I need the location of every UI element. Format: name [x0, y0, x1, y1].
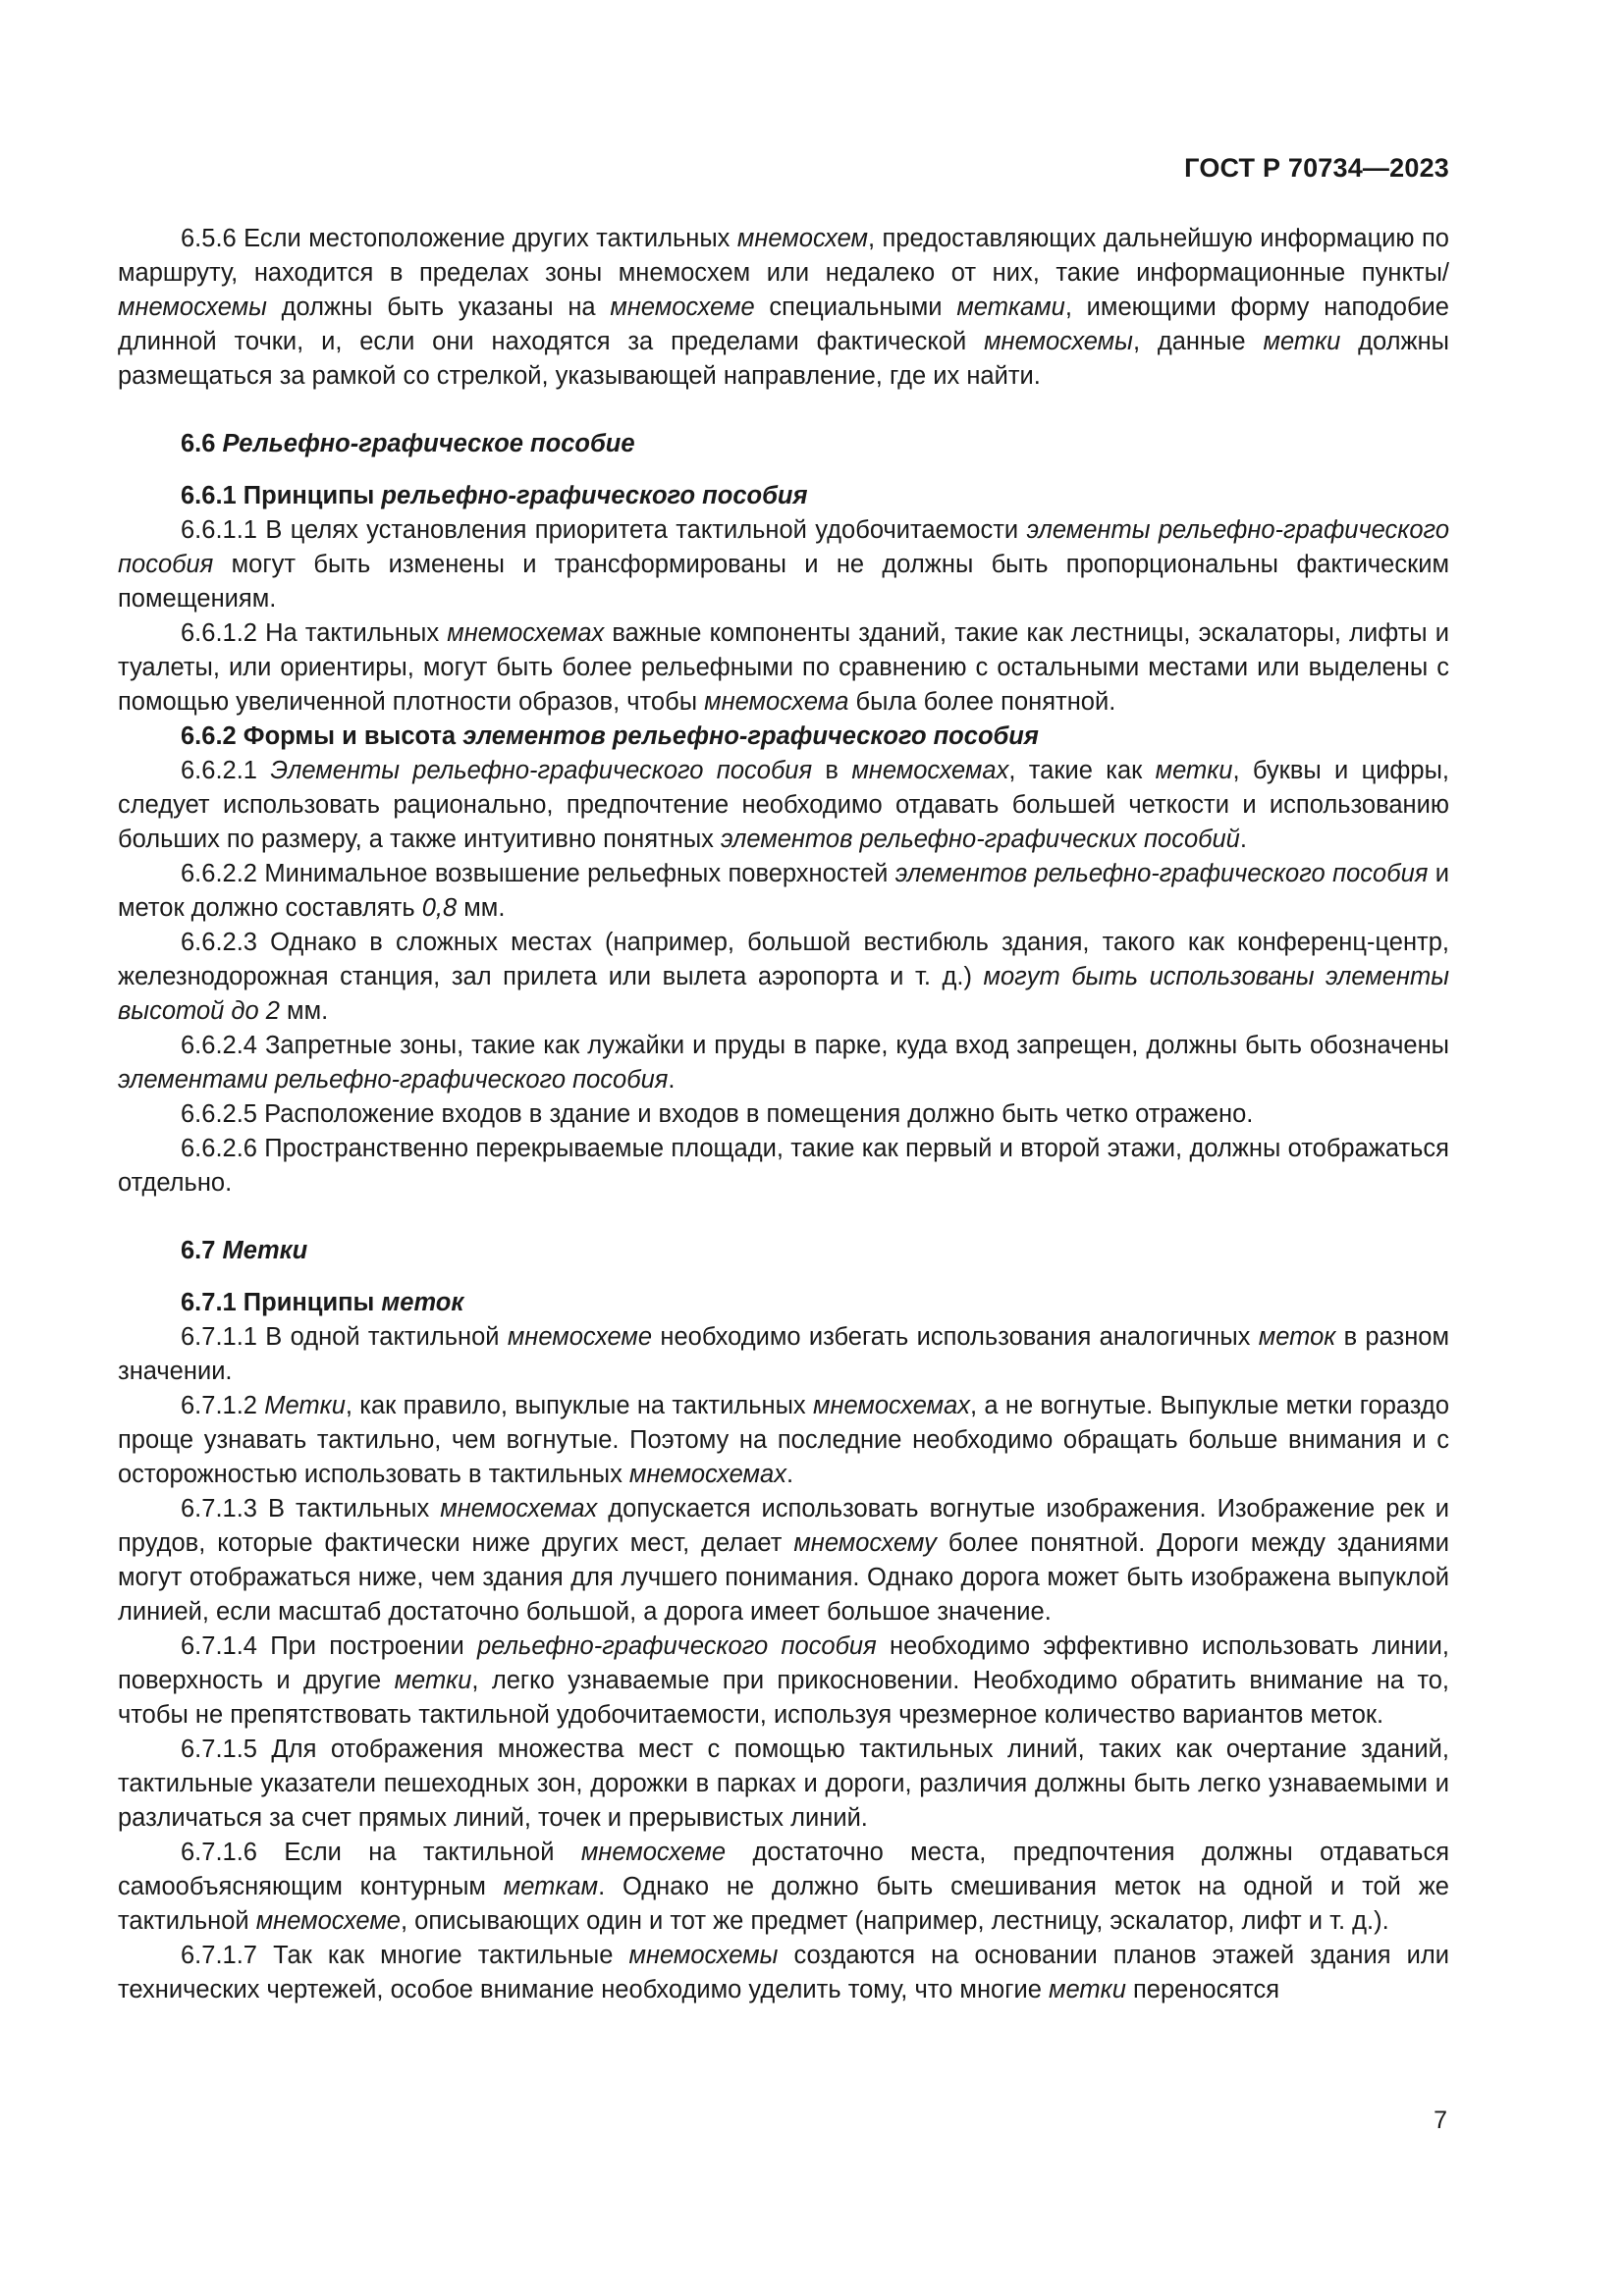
paragraph-6-6-2-6: 6.6.2.6 Пространственно перекрываемые площади, такие как первый и второй этажи, должны отображаться отдельно.	[118, 1135, 1449, 1197]
paragraph-6-6-1-1: 6.6.1.1 В целях установления приоритета тактильной удобочитаемости элементы рельефно-графического пособия могут быть изменены и трансформированы и не должны быть пропорциональны фактическим помещениям.	[118, 516, 1449, 613]
page-number: 7	[1434, 2107, 1447, 2134]
paragraph-6-6-2-4: 6.6.2.4 Запретные зоны, такие как лужайки и пруды в парке, куда вход запрещен, должны быть обозначены элементами рельефно-графического пособия.	[118, 1032, 1449, 1094]
paragraph-6-6-2-3: 6.6.2.3 Однако в сложных местах (например, большой вестибюль здания, такого как конференц-центр, железнодорожная станция, зал прилета или вылета аэропорта и т. д.) могут быть использованы элементы высотой до 2 мм.	[118, 929, 1449, 1025]
document-body	[118, 222, 1449, 2007]
paragraph-6-6-1-2: 6.6.1.2 На тактильных мнемосхемах важные компоненты зданий, такие как лестницы, эскалаторы, лифты и туалеты, или ориентиры, могут быть более рельефными по сравнению с остальными местами или выделены с помощью увеличенной плотности образов, чтобы мнемосхема была более понятной.	[118, 619, 1449, 716]
paragraph-6-7-1-4: 6.7.1.4 При построении рельефно-графического пособия необходимо эффективно использовать линии, поверхность и другие метки, легко узнаваемые при прикосновении. Необходимо обратить внимание на то, чтобы не препятствовать тактильной удобочитаемости, используя чрезмерное количество вариантов меток.	[118, 1632, 1449, 1729]
paragraph-6-7-1-7: 6.7.1.7 Так как многие тактильные мнемосхемы создаются на основании планов этажей здания или технических чертежей, особое внимание необходимо уделить тому, что многие метки переносятся	[118, 1942, 1449, 2003]
paragraph-6-6-2-1: 6.6.2.1 Элементы рельефно-графического пособия в мнемосхемах, такие как метки, буквы и цифры, следует использовать рационально, предпочтение необходимо отдавать большей четкости и использованию больших по размеру, а также интуитивно понятных элементов рельефно-графических пособий.	[118, 757, 1450, 853]
paragraph-6-7-1-1: 6.7.1.1 В одной тактильной мнемосхеме необходимо избегать использования аналогичных меток в разном значении.	[118, 1323, 1450, 1385]
section-heading-6-7: 6.7 Метки	[181, 1237, 308, 1264]
paragraph-6-6-2-2: 6.6.2.2 Минимальное возвышение рельефных поверхностей элементов рельефно-графического пособия и меток должно составлять 0,8 мм.	[118, 860, 1449, 922]
section-heading-6-6: 6.6 Рельефно-графическое пособие	[181, 430, 635, 457]
subsection-heading-6-6-2: 6.6.2 Формы и высота элементов рельефно-графического пособия	[181, 722, 1039, 750]
paragraph-6-7-1-3: 6.7.1.3 В тактильных мнемосхемах допускается использовать вогнутые изображения. Изображение рек и прудов, которые фактически ниже других мест, делает мнемосхему более понятной. Дороги между зданиями могут отображаться ниже, чем здания для лучшего понимания. Однако дорога может быть изображена выпуклой линией, если масштаб достаточно большой, а дорога имеет большое значение.	[118, 1495, 1449, 1626]
paragraph-6-5-6: 6.5.6 Если местоположение других тактильных мнемосхем, предоставляющих дальнейшую информацию по маршруту, находится в пределах зоны мнемосхем или недалеко от них, такие информационные пункты/мнемосхемы должны быть указаны на мнемосхеме специальными метками, имеющими форму наподобие длинной точки, и, если они находятся за пределами фактической мнемосхемы, данные метки должны размещаться за рамкой со стрелкой, указывающей направление, где их найти.	[118, 225, 1450, 390]
paragraph-6-7-1-6: 6.7.1.6 Если на тактильной мнемосхеме достаточно места, предпочтения должны отдаваться самообъясняющим контурным меткам. Однако не должно быть смешивания меток на одной и той же тактильной мнемосхеме, описывающих один и тот же предмет (например, лестницу, эскалатор, лифт и т. д.).	[118, 1839, 1449, 1935]
paragraph-6-6-2-5: 6.6.2.5 Расположение входов в здание и входов в помещения должно быть четко отражено.	[181, 1100, 1254, 1128]
paragraph-6-7-1-2: 6.7.1.2 Метки, как правило, выпуклые на тактильных мнемосхемах, а не вогнутые. Выпуклые метки гораздо проще узнавать тактильно, чем вогнутые. Поэтому на последние необходимо обращать больше внимания и с осторожностью использовать в тактильных мнемосхемах.	[118, 1392, 1449, 1488]
document-code-header: ГОСТ Р 70734—2023	[1184, 153, 1449, 183]
subsection-heading-6-6-1: 6.6.1 Принципы рельефно-графического пособия	[181, 482, 808, 509]
subsection-heading-6-7-1: 6.7.1 Принципы меток	[181, 1289, 464, 1316]
paragraph-6-7-1-5: 6.7.1.5 Для отображения множества мест с помощью тактильных линий, таких как очертание зданий, тактильные указатели пешеходных зон, дорожки в парках и дороги, различия должны быть легко узнаваемыми и различаться за счет прямых линий, точек и прерывистых линий.	[118, 1735, 1449, 1832]
